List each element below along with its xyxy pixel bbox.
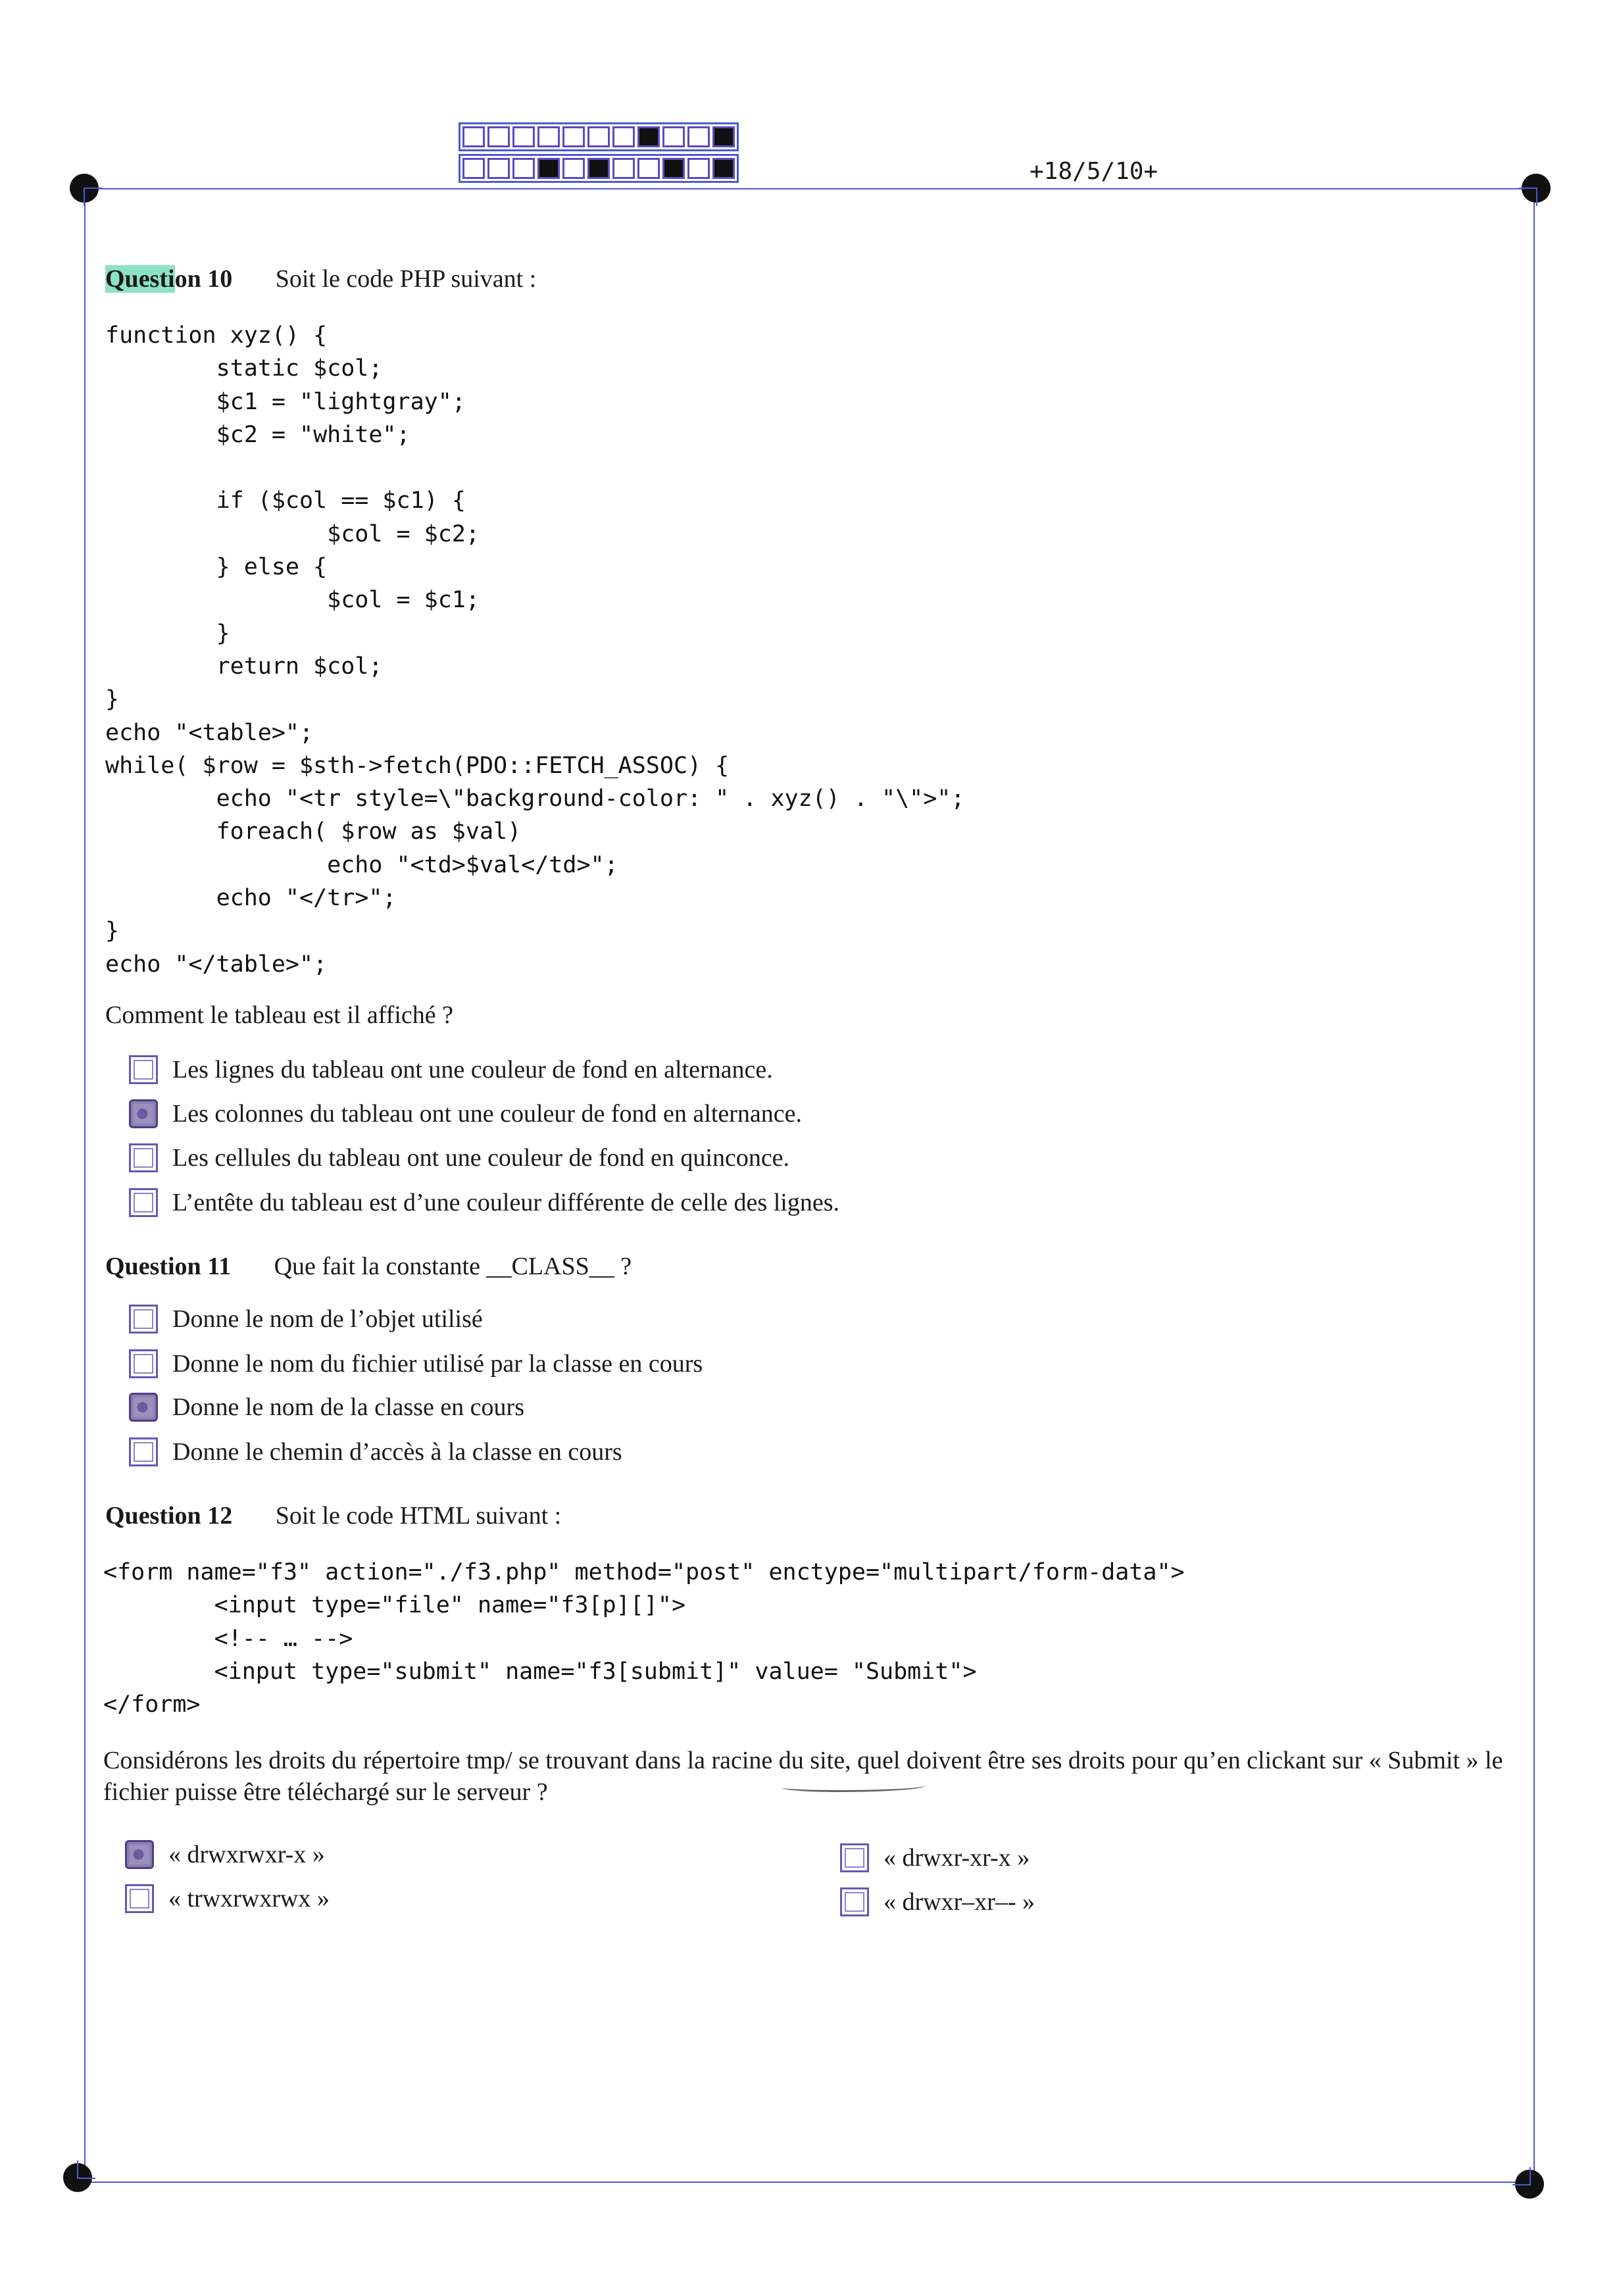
checkbox[interactable] — [840, 1887, 869, 1916]
q10-option-1[interactable] — [129, 1055, 773, 1084]
checkbox[interactable] — [129, 1437, 158, 1466]
option-label: L’entête du tableau est d’une couleur différente de celle des lignes. — [172, 1189, 839, 1216]
id-cell-empty — [687, 126, 710, 147]
question-10-text: Comment le tableau est il affiché ? — [105, 1001, 453, 1029]
option-label: « drwxr–xr–- » — [883, 1888, 1035, 1916]
question-10-label: Question 10 — [105, 265, 233, 293]
q11-option-4[interactable] — [129, 1437, 622, 1466]
id-cell-empty — [512, 126, 535, 147]
id-cell-empty — [512, 158, 535, 179]
q10-option-4[interactable] — [129, 1188, 839, 1217]
registration-mark-top-left — [70, 174, 99, 203]
id-cell-empty — [612, 158, 635, 179]
question-12-html-code: <form name="f3" action="./f3.php" method="post" enctype="multipart/form-data"> <input type="file" name="f3[p][]"> <!-- … --> <input type="submit" name="f3[submit]" value= "Submit"> </form> — [103, 1559, 1185, 1718]
q11-option-1[interactable] — [129, 1305, 483, 1334]
q11-option-2[interactable] — [129, 1349, 703, 1378]
question-10-php-code: function xyz() { static $col; $c1 = "lightgray"; $c2 = "white"; if ($col == $c1) { $col = $c2; } else { $col = $c1; } return $col; } echo "<table>"; while( $row = $sth->fetch(PDO::FETCH_ASSOC) { echo "<tr style=\"background-color: " . xyz() . "\">"; foreach( $row as $val) echo "<td>$val</td>"; echo "</tr>"; } echo "</table>"; — [105, 322, 965, 978]
q12-option-2[interactable] — [840, 1843, 1030, 1872]
option-label: « drwxrwxr-x » — [168, 1841, 325, 1868]
q10-option-2[interactable] — [129, 1099, 802, 1128]
option-label: « drwxr-xr-x » — [883, 1844, 1030, 1872]
question-12-prompt: Soit le code HTML suivant : — [275, 1502, 562, 1530]
id-cell-empty — [612, 126, 635, 147]
option-label: Les lignes du tableau ont une couleur de fond en alternance. — [172, 1056, 773, 1084]
id-cell-empty — [562, 158, 585, 179]
id-code-bar-top — [459, 122, 739, 151]
q10-option-3[interactable] — [129, 1143, 789, 1172]
checkbox[interactable] — [125, 1884, 154, 1913]
q12-option-3[interactable] — [125, 1884, 330, 1913]
q12-option-4[interactable] — [840, 1887, 1035, 1916]
id-cell-filled — [712, 158, 735, 179]
option-label: « trwxrwxrwx » — [168, 1885, 330, 1912]
id-cell-filled — [662, 158, 685, 179]
id-cell-empty — [462, 126, 485, 147]
question-10-prompt: Soit le code PHP suivant : — [275, 265, 537, 293]
id-cell-empty — [662, 126, 685, 147]
option-label: Les cellules du tableau ont une couleur de fond en quinconce. — [172, 1144, 790, 1172]
checkbox[interactable] — [129, 1305, 158, 1334]
id-cell-empty — [587, 126, 610, 147]
sheet-reference: +18/5/10+ — [1030, 158, 1158, 185]
registration-mark-bottom-right — [1515, 2170, 1544, 2199]
id-cell-empty — [487, 158, 510, 179]
option-label: Les colonnes du tableau ont une couleur de fond en alternance. — [172, 1100, 803, 1128]
question-11-header — [105, 1252, 632, 1281]
checkbox[interactable] — [129, 1055, 158, 1084]
question-10-header — [105, 264, 536, 293]
id-cell-filled — [587, 158, 610, 179]
id-cell-empty — [562, 126, 585, 147]
q12-option-1[interactable] — [125, 1840, 325, 1869]
checkbox[interactable] — [129, 1349, 158, 1378]
id-code-bar-bottom — [459, 154, 739, 183]
id-cell-empty — [687, 158, 710, 179]
id-cell-empty — [487, 126, 510, 147]
registration-mark-bottom-left — [63, 2163, 92, 2192]
checkbox-checked[interactable] — [125, 1840, 154, 1869]
checkbox[interactable] — [129, 1143, 158, 1172]
checkbox-checked[interactable] — [129, 1393, 158, 1422]
option-label: Donne le nom du fichier utilisé par la classe en cours — [172, 1350, 703, 1378]
id-cell-empty — [637, 158, 660, 179]
id-cell-filled — [712, 126, 735, 147]
question-11-prompt: Que fait la constante __CLASS__ ? — [274, 1253, 632, 1280]
id-cell-filled — [537, 158, 560, 179]
question-11-label: Question 11 — [105, 1253, 232, 1280]
q11-option-3[interactable] — [129, 1393, 524, 1422]
option-label: Donne le chemin d’accès à la classe en cours — [172, 1438, 622, 1466]
checkbox[interactable] — [840, 1843, 869, 1872]
checkbox[interactable] — [129, 1188, 158, 1217]
option-label: Donne le nom de l’objet utilisé — [172, 1305, 483, 1333]
question-12-header — [105, 1501, 561, 1530]
id-cell-empty — [462, 158, 485, 179]
checkbox-checked[interactable] — [129, 1099, 158, 1128]
id-cell-empty — [537, 126, 560, 147]
question-12-label: Question 12 — [105, 1502, 233, 1530]
registration-mark-top-right — [1522, 174, 1551, 203]
question-12-text: Considérons les droits du répertoire tmp/ se trouvant dans la racine du site, quel doivent être ses droits pour qu’en clickant sur « Submit » le fichier puisse être téléchargé sur le serveur ? — [103, 1747, 1503, 1806]
id-cell-filled — [637, 126, 660, 147]
option-label: Donne le nom de la classe en cours — [172, 1393, 524, 1421]
